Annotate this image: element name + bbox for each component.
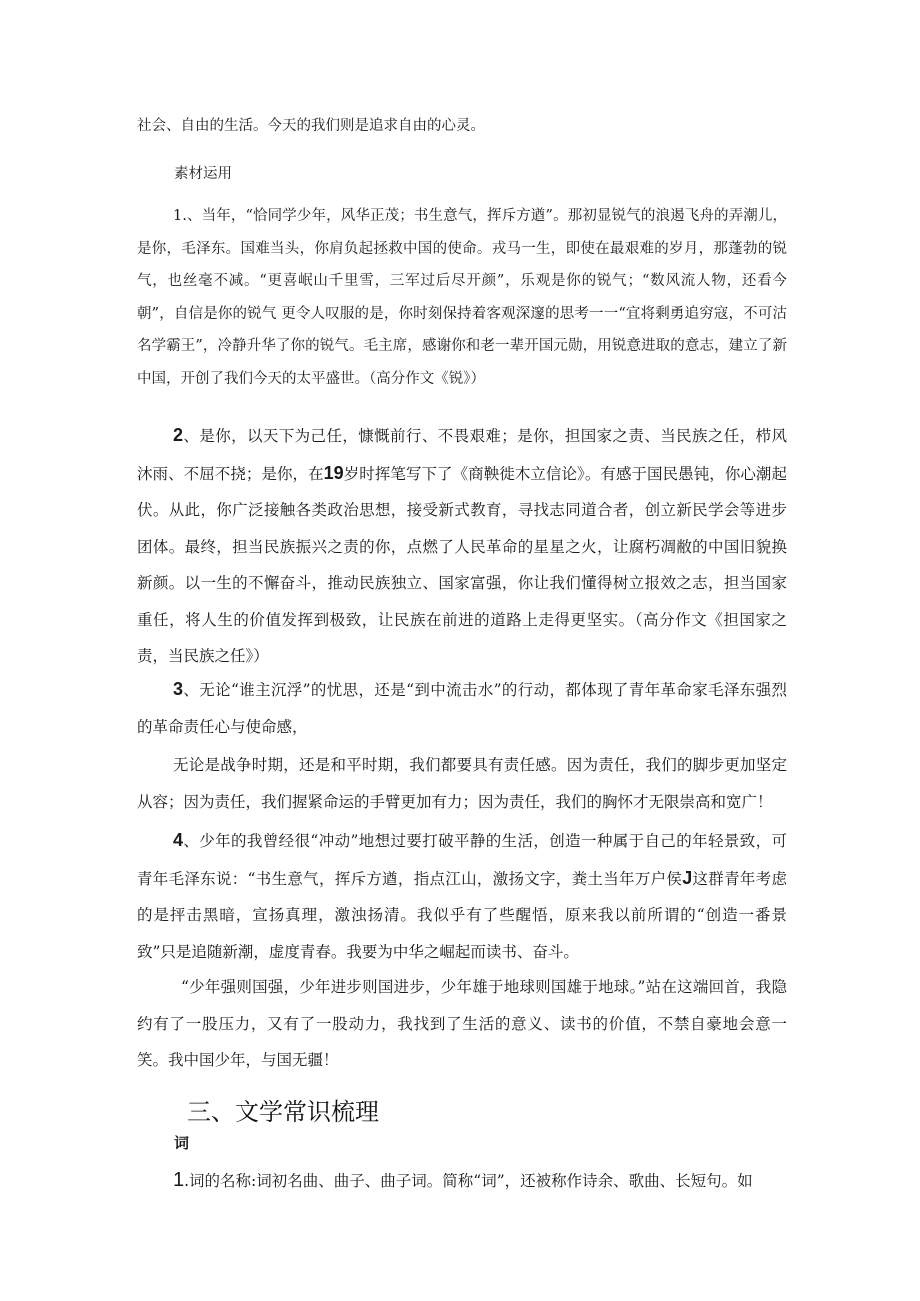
- intro-line: [137, 110, 787, 143]
- paragraph-6: [137, 1162, 787, 1200]
- paragraph-1-text: 、当年，“恰同学少年，风华正茂；书生意气，挥斥方遒”。那初显锐气的浪遏飞舟的弄潮儿，是你，毛泽东。国难当头，你肩负起拯救中国的使命。戎马一生，即使在最艰难的岁月，那蓬勃的锐气，也丝毫不减。“更喜岷山千里雪，三军过后尽开颜”，乐观是你的锐气；“数风流人物，还看今朝”，自信是你的锐气 更令人叹服的是，你时刻保持着客观深邃的思考一一“宜将剩勇追穷寇，不可沽名学霸王”，冷静升华了你的锐气。毛主席，感谢你和老一辈开国元勋，用锐意进取的意志，建立了新中国，开创了我们今天的太平盛世。（高分作文《锐》）: [137, 208, 787, 387]
- paragraph-6-text: .词的名称:词初名曲、曲子、曲子词。简称“词”，还被称作诗余、歌曲、长短句。如: [184, 1172, 753, 1190]
- section-heading: 三、文学常识梳理: [187, 1098, 379, 1126]
- paragraph-3-text: 、无论“谁主沉浮”的忧思，还是“到中流击水”的行动，都体现了青年革命家毛泽东强烈的革命责任心与使命感，: [137, 681, 787, 736]
- paragraph-3b-text: 无论是战争时期，还是和平时期，我们都要具有责任感。因为责任，我们的脚步更加坚定从容；因为责任，我们握紧命运的手臂更加有力；因为责任，我们的胸怀才无限崇高和宽广！: [137, 756, 787, 811]
- material-title: [174, 158, 774, 191]
- paragraph-2-text-b: 岁时挥笔写下了《商鞅徙木立信论》。有感于国民愚钝，你心潮起伏。从此，你广泛接触各类政治思想，接受新式教育，寻找志同道合者，创立新民学会等进步团体。最终，担当民族振兴之责的你，点燃了人民革命的星星之火，让腐朽凋敝的中国旧貌换新颜。以一生的不懈奋斗，推动民族独立、国家富强，你让我们懂得树立报效之志，担当国家重任，将人生的价值发挥到极致，让民族在前进的道路上走得更坚实。（高分作文《担国家之责，当民族之任》）: [137, 464, 787, 665]
- paragraph-2-age: 19: [323, 462, 344, 483]
- paragraph-1-number: 1.: [173, 208, 187, 224]
- paragraph-4: [137, 822, 787, 970]
- paragraph-4-mark: J: [682, 867, 693, 888]
- paragraph-4-text-a: 、少年的我曾经很“冲动”地想过要打破平静的生活，创造一种属于自己的年轻景致，可青年毛泽东说：“书生意气，挥斥方遒，指点江山，激扬文字，粪土当年万户侯: [137, 832, 787, 888]
- paragraph-3b: [137, 747, 787, 820]
- intro-text: 社会、自由的生活。今天的我们则是追求自由的心灵。: [137, 118, 485, 134]
- paragraph-2: [137, 417, 787, 675]
- material-title-text: 素材运用: [174, 166, 232, 182]
- paragraph-2-number: 2: [173, 425, 184, 445]
- paragraph-3: [137, 671, 787, 745]
- paragraph-2-text-a: 、是你，以天下为己任，慷慨前行、不畏艰难；是你，担国家之责、当民族之任，栉风沐雨、不屈不挠；是你，在: [137, 427, 787, 483]
- paragraph-6-number: 1: [173, 1169, 185, 1191]
- section-subheading: 词: [174, 1134, 190, 1152]
- paragraph-5: [137, 969, 787, 1079]
- paragraph-4-text-b: 这群青年考虑的是抨击黑暗，宣扬真理，激浊扬清。我似乎有了些醒悟，原来我以前所谓的“创造一番景致”只是追随新潮，虚度青春。我要为中华之崛起而读书、奋斗。: [137, 869, 787, 961]
- paragraph-1: [137, 200, 787, 395]
- paragraph-4-number: 4: [173, 830, 184, 850]
- paragraph-5-text: “少年强则国强，少年进步则国进步，少年雄于地球则国雄于地球。”站在这端回首，我隐约有了一股压力，又有了一股动力，我找到了生活的意义、读书的价值，不禁自豪地会意一笑。我中国少年，与国无疆！: [137, 978, 787, 1069]
- paragraph-3-number: 3: [173, 679, 184, 699]
